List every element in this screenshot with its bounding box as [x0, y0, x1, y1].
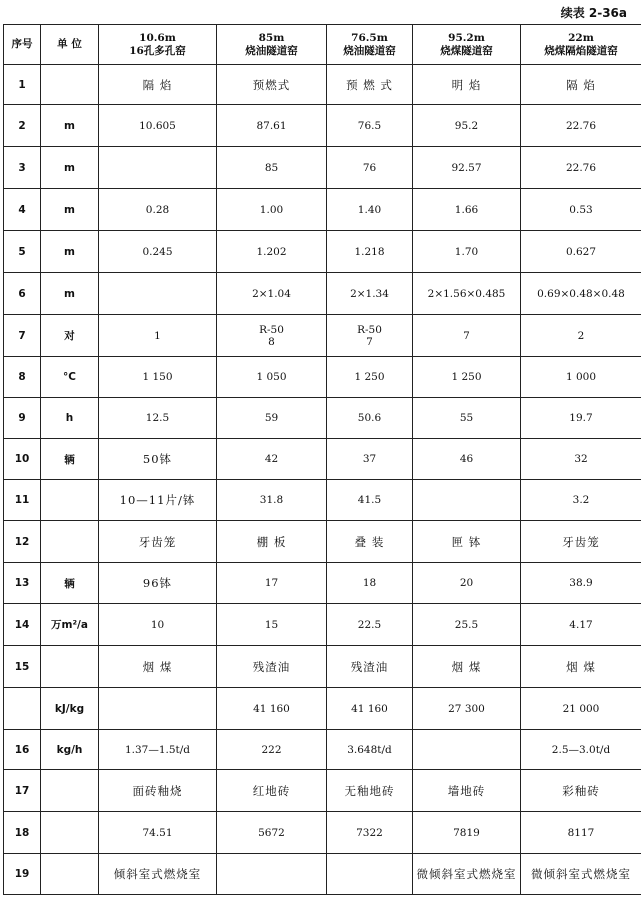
table-row: [4, 604, 641, 646]
row-unit: m: [41, 147, 99, 189]
cell-line-1: R-50: [357, 323, 382, 336]
table-cell: 牙齿笼: [99, 521, 217, 563]
table-row: [4, 854, 641, 895]
row-index: [4, 688, 41, 730]
row-index: 15: [4, 646, 41, 688]
table-cell: 微倾斜室式燃烧室: [521, 854, 641, 895]
table-row: [4, 65, 641, 105]
table-cell: 0.53: [521, 189, 641, 231]
row-unit: h: [41, 398, 99, 439]
table-row: [4, 812, 641, 854]
table-cell: 95.2: [413, 105, 521, 147]
table-cell: 10.605: [99, 105, 217, 147]
table-cell: 1.70: [413, 231, 521, 273]
header-kiln-length: 95.2m: [448, 31, 485, 44]
table-row: [4, 480, 641, 521]
table-row: [4, 398, 641, 439]
table-cell: [327, 854, 413, 895]
table-cell: [217, 854, 327, 895]
table-row: [4, 521, 641, 563]
header-kiln-type: 烧煤隔焰隧道窑: [544, 44, 618, 57]
table-cell: 1.00: [217, 189, 327, 231]
table-cell: [327, 315, 413, 357]
table-cell: 87.61: [217, 105, 327, 147]
header-kiln-length: 76.5m: [351, 31, 388, 44]
table-cell: 20: [413, 563, 521, 604]
table-cell: 1.66: [413, 189, 521, 231]
row-unit: 万m²/a: [41, 604, 99, 646]
table-row: [4, 147, 641, 189]
table-cell: 牙齿笼: [521, 521, 641, 563]
table-cell: 22.5: [327, 604, 413, 646]
row-index: 7: [4, 315, 41, 357]
table-cell: 1: [99, 315, 217, 357]
table-row: [4, 273, 641, 315]
table-cell: 面砖釉烧: [99, 770, 217, 812]
cell-line-2: 7: [366, 335, 373, 348]
header-kiln-type: 烧煤隧道窑: [440, 44, 493, 57]
table-cell: 隔 焰: [99, 65, 217, 105]
table-cell: 微倾斜室式燃烧室: [413, 854, 521, 895]
table-cell: 92.57: [413, 147, 521, 189]
row-unit: m: [41, 105, 99, 147]
table-cell: 19.7: [521, 398, 641, 439]
row-index: 4: [4, 189, 41, 231]
row-unit: 对: [41, 315, 99, 357]
row-unit: °C: [41, 357, 99, 398]
table-cell: 叠 装: [327, 521, 413, 563]
table-cell: 32: [521, 439, 641, 480]
row-unit: kg/h: [41, 730, 99, 770]
table-cell: 38.9: [521, 563, 641, 604]
table-cell: [99, 688, 217, 730]
table-cell: 倾斜室式燃烧室: [99, 854, 217, 895]
table-cell: 10: [99, 604, 217, 646]
table-cell: 31.8: [217, 480, 327, 521]
row-unit: m: [41, 273, 99, 315]
row-index: 11: [4, 480, 41, 521]
table-cell: 2: [521, 315, 641, 357]
table-cell: 红地砖: [217, 770, 327, 812]
table-cell: 1 000: [521, 357, 641, 398]
header-kiln-type: 烧油隧道窑: [245, 44, 298, 57]
table-cell: 2×1.04: [217, 273, 327, 315]
row-index: 2: [4, 105, 41, 147]
row-index: 12: [4, 521, 41, 563]
table-row: [4, 439, 641, 480]
row-index: 9: [4, 398, 41, 439]
table-cell: 1 250: [413, 357, 521, 398]
table-cell: 8117: [521, 812, 641, 854]
table-cell: 50.6: [327, 398, 413, 439]
table-cell: 1.218: [327, 231, 413, 273]
table-cell: 匣 钵: [413, 521, 521, 563]
header-unit: 单 位: [41, 25, 99, 65]
row-unit: kJ/kg: [41, 688, 99, 730]
row-index: 14: [4, 604, 41, 646]
table-cell: 21 000: [521, 688, 641, 730]
table-cell: 22.76: [521, 105, 641, 147]
table-cell: 96钵: [99, 563, 217, 604]
row-unit: [41, 646, 99, 688]
row-unit: m: [41, 189, 99, 231]
row-unit: [41, 480, 99, 521]
table-cell: 18: [327, 563, 413, 604]
table-cell: 隔 焰: [521, 65, 641, 105]
table-cell: 烟 煤: [99, 646, 217, 688]
header-kiln-length: 85m: [258, 31, 285, 44]
header-row: [4, 25, 641, 65]
table-cell: [217, 315, 327, 357]
row-unit: [41, 812, 99, 854]
table-cell: 0.627: [521, 231, 641, 273]
header-kiln-type: 烧油隧道窑: [343, 44, 396, 57]
table-cell: 59: [217, 398, 327, 439]
table-row: [4, 357, 641, 398]
table-cell: 棚 板: [217, 521, 327, 563]
table-cell: 41 160: [327, 688, 413, 730]
table-row: [4, 105, 641, 147]
table-cell: 55: [413, 398, 521, 439]
table-cell: [99, 273, 217, 315]
table-cell: 41 160: [217, 688, 327, 730]
table-cell: 0.245: [99, 231, 217, 273]
table-cell: 残渣油: [327, 646, 413, 688]
header-kiln-4: [413, 25, 521, 65]
table-cell: 7819: [413, 812, 521, 854]
table-cell: 1 150: [99, 357, 217, 398]
table-cell: 0.28: [99, 189, 217, 231]
row-index: 1: [4, 65, 41, 105]
table-cell: 22.76: [521, 147, 641, 189]
table-row: [4, 688, 641, 730]
row-index: 19: [4, 854, 41, 895]
header-kiln-3: [327, 25, 413, 65]
table-cell: 无釉地砖: [327, 770, 413, 812]
row-unit: m: [41, 231, 99, 273]
table-cell: 彩釉砖: [521, 770, 641, 812]
table-cell: 12.5: [99, 398, 217, 439]
table-row: [4, 563, 641, 604]
header-kiln-1: [99, 25, 217, 65]
table-row: [4, 315, 641, 357]
row-index: 10: [4, 439, 41, 480]
row-unit: [41, 854, 99, 895]
table-cell: 27 300: [413, 688, 521, 730]
table-cell: [413, 480, 521, 521]
table-row: [4, 730, 641, 770]
header-index: 序号: [4, 25, 41, 65]
table-cell: 1.40: [327, 189, 413, 231]
table-cell: 76.5: [327, 105, 413, 147]
cell-line-2: 8: [268, 335, 275, 348]
table-cell: 预 燃 式: [327, 65, 413, 105]
table-caption: 续表 2-36a: [560, 6, 627, 20]
table-cell: 4.17: [521, 604, 641, 646]
header-kiln-5: [521, 25, 641, 65]
table-cell: 2×1.56×0.485: [413, 273, 521, 315]
row-unit: [41, 65, 99, 105]
table-cell: 25.5: [413, 604, 521, 646]
table-cell: 2×1.34: [327, 273, 413, 315]
table-cell: 烟 煤: [521, 646, 641, 688]
table-cell: 7322: [327, 812, 413, 854]
table-cell: 1 050: [217, 357, 327, 398]
header-kiln-length: 22m: [568, 31, 594, 44]
table-cell: 5672: [217, 812, 327, 854]
row-index: 6: [4, 273, 41, 315]
row-index: 3: [4, 147, 41, 189]
row-unit: [41, 770, 99, 812]
table-cell: [99, 147, 217, 189]
table-cell: 41.5: [327, 480, 413, 521]
table-cell: 37: [327, 439, 413, 480]
table-row: [4, 646, 641, 688]
header-kiln-length: 10.6m: [139, 31, 176, 44]
table-cell: 3.2: [521, 480, 641, 521]
kiln-parameters-table: [3, 24, 641, 895]
table-row: [4, 231, 641, 273]
row-index: 13: [4, 563, 41, 604]
table-cell: 2.5—3.0t/d: [521, 730, 641, 770]
table-cell: 74.51: [99, 812, 217, 854]
table-cell: 烟 煤: [413, 646, 521, 688]
row-unit: 辆: [41, 563, 99, 604]
table-cell: 1.37—1.5t/d: [99, 730, 217, 770]
table-cell: 46: [413, 439, 521, 480]
row-index: 16: [4, 730, 41, 770]
table-cell: 17: [217, 563, 327, 604]
table-cell: [413, 730, 521, 770]
header-kiln-2: [217, 25, 327, 65]
table-cell: 50钵: [99, 439, 217, 480]
row-index: 17: [4, 770, 41, 812]
row-unit: 辆: [41, 439, 99, 480]
table-cell: 10—11片/钵: [99, 480, 217, 521]
row-index: 8: [4, 357, 41, 398]
table-cell: 7: [413, 315, 521, 357]
table-cell: 1.202: [217, 231, 327, 273]
table-cell: 明 焰: [413, 65, 521, 105]
table-cell: 222: [217, 730, 327, 770]
table-cell: 3.648t/d: [327, 730, 413, 770]
table-cell: 残渣油: [217, 646, 327, 688]
table-row: [4, 770, 641, 812]
table-cell: 墙地砖: [413, 770, 521, 812]
row-unit: [41, 521, 99, 563]
table-cell: 42: [217, 439, 327, 480]
table-row: [4, 189, 641, 231]
row-index: 5: [4, 231, 41, 273]
table-cell: 预燃式: [217, 65, 327, 105]
header-kiln-type: 16孔多孔窑: [129, 44, 186, 57]
table-cell: 76: [327, 147, 413, 189]
table-cell: 1 250: [327, 357, 413, 398]
table-cell: 15: [217, 604, 327, 646]
table-cell: 85: [217, 147, 327, 189]
cell-line-1: R-50: [259, 323, 284, 336]
row-index: 18: [4, 812, 41, 854]
table-cell: 0.69×0.48×0.48: [521, 273, 641, 315]
